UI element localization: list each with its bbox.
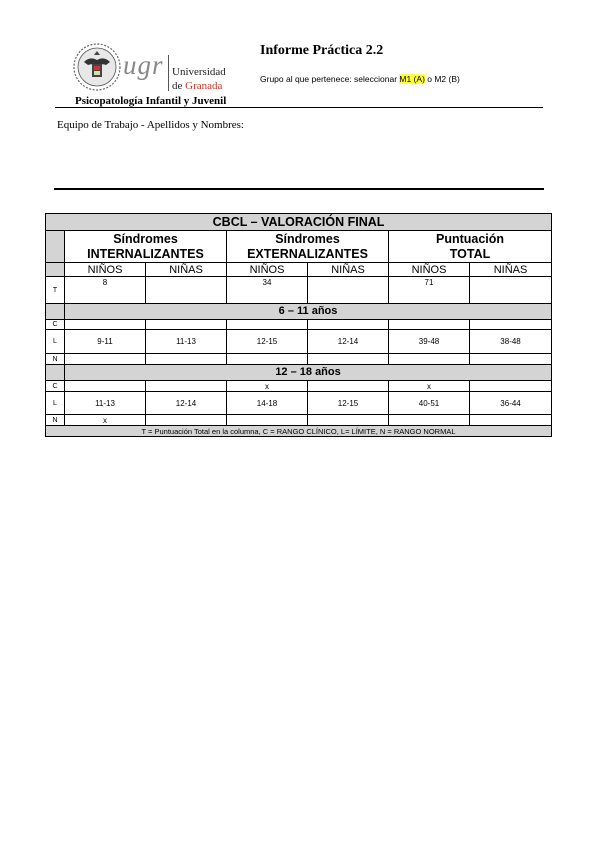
table-cell bbox=[65, 354, 146, 365]
externalizing-line2: EXTERNALIZANTES bbox=[247, 246, 368, 261]
internalizing-line2: INTERNALIZANTES bbox=[87, 246, 204, 261]
table-cell: x bbox=[227, 381, 308, 392]
table-cell: 11-13 bbox=[146, 330, 227, 354]
table-title: CBCL – VALORACIÓN FINAL bbox=[46, 214, 552, 231]
table-cell bbox=[227, 415, 308, 426]
table-cell bbox=[308, 354, 389, 365]
table-cell: x bbox=[65, 415, 146, 426]
table-cell bbox=[65, 381, 146, 392]
team-label: Equipo de Trabajo - Apellidos y Nombres: bbox=[57, 119, 244, 131]
logo-separator bbox=[168, 55, 169, 91]
cbcl-table bbox=[45, 213, 552, 437]
table-cell bbox=[308, 415, 389, 426]
total-line2: TOTAL bbox=[449, 246, 491, 261]
row-label: L bbox=[46, 330, 65, 354]
group-highlight: M1 (A) bbox=[399, 74, 425, 84]
table-cell bbox=[146, 381, 227, 392]
table-cell bbox=[470, 415, 552, 426]
team-names-line bbox=[54, 188, 544, 190]
corner-cell bbox=[46, 304, 65, 320]
externalizing-line1: Síndromes bbox=[275, 231, 340, 246]
sub-header: NIÑAS bbox=[470, 263, 552, 277]
table-cell: 12-14 bbox=[308, 330, 389, 354]
table-cell bbox=[470, 381, 552, 392]
table-cell bbox=[389, 354, 470, 365]
university-prefix: de bbox=[172, 80, 186, 92]
university-crest-icon bbox=[72, 42, 122, 92]
table-cell: 34 bbox=[227, 277, 308, 304]
corner-cell bbox=[46, 231, 65, 263]
course-name: Psicopatología Infantil y Juvenil bbox=[75, 95, 227, 107]
table-cell bbox=[146, 354, 227, 365]
university-name-line1: Universidad bbox=[172, 66, 226, 78]
group-selection bbox=[260, 74, 460, 84]
table-cell: 9-11 bbox=[65, 330, 146, 354]
sub-header: NIÑAS bbox=[146, 263, 227, 277]
table-cell: x bbox=[389, 381, 470, 392]
table-cell: 40-51 bbox=[389, 392, 470, 415]
table-cell bbox=[146, 415, 227, 426]
table-legend: T = Puntuación Total en la columna, C = RANGO CLÍNICO, L= LÍMITE, N = RANGO NORMAL bbox=[46, 426, 552, 437]
group-prefix: Grupo al que pertenece: seleccionar bbox=[260, 74, 400, 84]
total-line1: Puntuación bbox=[436, 231, 505, 246]
table-cell bbox=[308, 320, 389, 330]
university-name-line2 bbox=[172, 80, 222, 92]
table-cell: 12-15 bbox=[227, 330, 308, 354]
ugr-logo-text: ugr bbox=[123, 50, 164, 80]
row-label: N bbox=[46, 415, 65, 426]
document-title: Informe Práctica 2.2 bbox=[260, 43, 384, 58]
table-cell bbox=[146, 320, 227, 330]
sub-header: NIÑOS bbox=[389, 263, 470, 277]
table-cell: 36-44 bbox=[470, 392, 552, 415]
table-cell: 38-48 bbox=[470, 330, 552, 354]
sub-header: NIÑOS bbox=[227, 263, 308, 277]
age-group-header: 6 – 11 años bbox=[65, 304, 552, 320]
row-label: N bbox=[46, 354, 65, 365]
table-cell bbox=[470, 277, 552, 304]
table-cell bbox=[470, 354, 552, 365]
row-label: T bbox=[46, 277, 65, 304]
internalizing-line1: Síndromes bbox=[113, 231, 178, 246]
table-cell bbox=[146, 277, 227, 304]
age-group-header: 12 – 18 años bbox=[65, 365, 552, 381]
table-cell: 8 bbox=[65, 277, 146, 304]
row-label: L bbox=[46, 392, 65, 415]
row-label: C bbox=[46, 320, 65, 330]
table-cell: 11-13 bbox=[65, 392, 146, 415]
table-cell bbox=[227, 320, 308, 330]
table-cell: 39-48 bbox=[389, 330, 470, 354]
corner-cell bbox=[46, 365, 65, 381]
table-cell: 12-15 bbox=[308, 392, 389, 415]
total-header bbox=[389, 231, 552, 263]
row-label: C bbox=[46, 381, 65, 392]
table-cell bbox=[389, 415, 470, 426]
table-cell bbox=[227, 354, 308, 365]
table-cell bbox=[308, 381, 389, 392]
sub-header: NIÑAS bbox=[308, 263, 389, 277]
internalizing-header bbox=[65, 231, 227, 263]
header-divider bbox=[55, 107, 543, 108]
table-cell bbox=[65, 320, 146, 330]
group-suffix: o M2 (B) bbox=[424, 74, 460, 84]
externalizing-header bbox=[227, 231, 389, 263]
sub-header: NIÑOS bbox=[65, 263, 146, 277]
corner-cell bbox=[46, 263, 65, 277]
table-cell bbox=[470, 320, 552, 330]
table-cell bbox=[389, 320, 470, 330]
table-cell: 12-14 bbox=[146, 392, 227, 415]
table-cell: 71 bbox=[389, 277, 470, 304]
university-city: Granada bbox=[185, 80, 223, 92]
table-cell: 14-18 bbox=[227, 392, 308, 415]
table-cell bbox=[308, 277, 389, 304]
